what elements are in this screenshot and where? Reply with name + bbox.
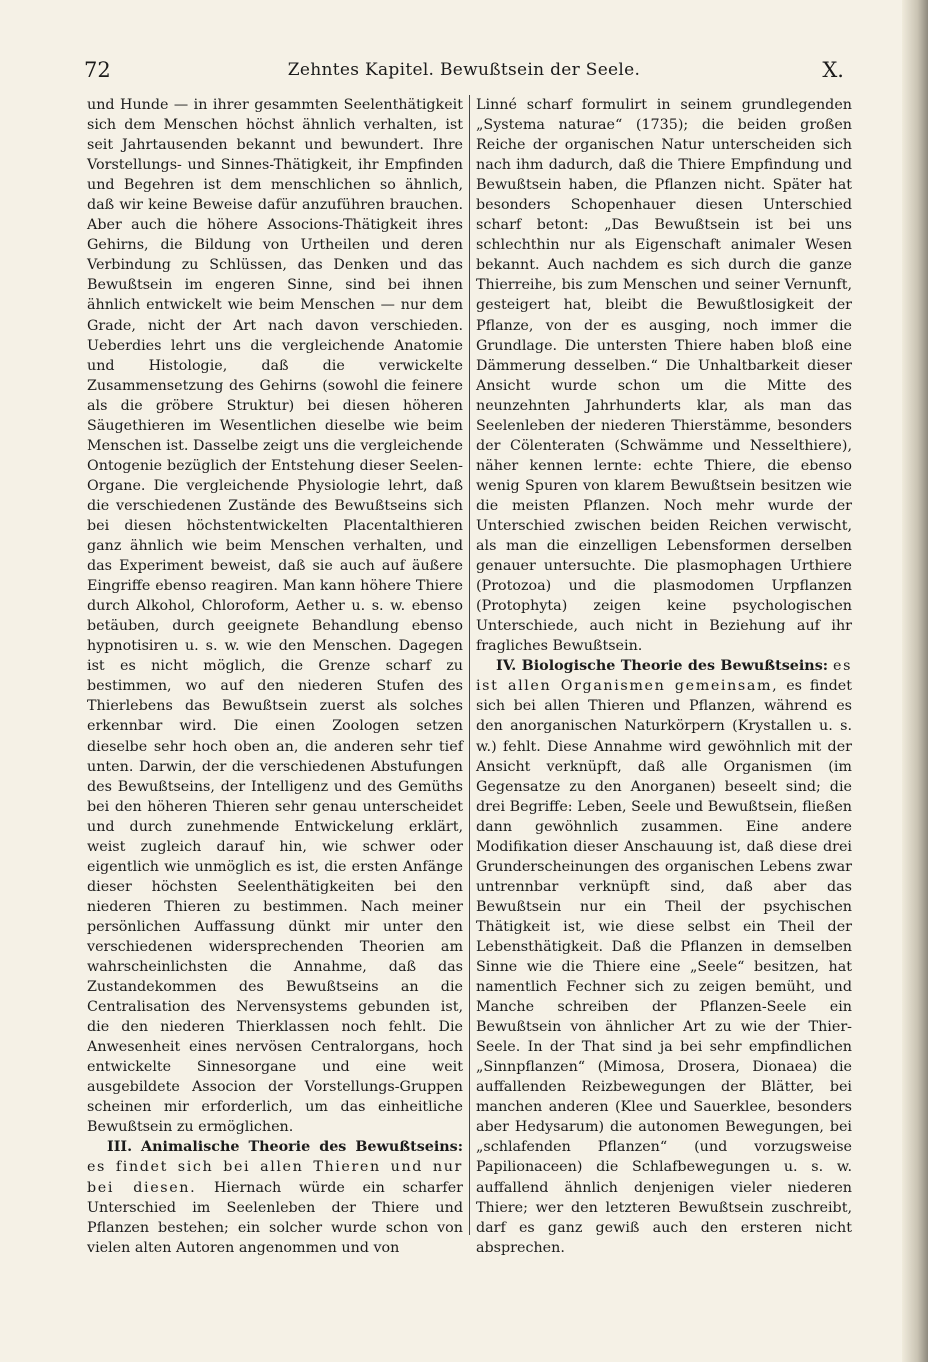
section-heading: IV. Biologische Theorie des Bewußtseins: [496, 658, 829, 675]
section-paragraph [476, 656, 852, 1257]
running-header [84, 58, 844, 88]
column-divider [469, 95, 470, 1235]
section-thesis: es findet sich bei allen Thieren und nur bei diesen. [87, 1159, 463, 1196]
running-title: Zehntes Kapitel. Bewußtsein der Seele. [287, 60, 641, 80]
chapter-number: X. [822, 58, 844, 82]
section-text: Hiernach würde ein scharfer Unterschied im Seelenleben der Thiere und Pflanzen bestehen; ein solcher wurde schon von vielen alten Autoren angenommen und von [87, 1179, 463, 1256]
section-paragraph [87, 1137, 463, 1257]
page-number: 72 [84, 58, 111, 82]
paragraph: Linné scharf formulirt in seinem grundlegenden „Systema naturae“ (1735); die beiden großen Reiche der organischen Natur unterscheiden sich nach ihm dadurch, daß die Thiere Empfindung und Bewußtsein haben, die Pflanzen nicht. Später hat besonders Schopenhauer diesen Unterschied scharf betont: „Das Bewußtsein ist bei uns schlechthin nur als Eigenschaft animaler Wesen bekannt. Auch nachdem es sich durch die ganze Thierreihe, bis zum Menschen und seiner Vernunft, gesteigert hat, bleibt die Bewußtlosigkeit der Pflanze, von der es ausging, noch immer die Grundlage. Die untersten Thiere haben bloß eine Dämmerung desselben.“ Die Unhaltbarkeit dieser Ansicht wurde schon um die Mitte des neunzehnten Jahrhunderts klar, als man das Seelenleben der niederen Thierstämme, besonders der Cölenteraten (Schwämme und Nesselthiere), näher kennen lernte: echte Thiere, die ebenso wenig Spuren von klarem Bewußtsein besitzen wie die meisten Pflanzen. Noch mehr wurde der Unterschied zwischen beiden Reichen verwischt, als man die einzelligen Lebensformen derselben genauer untersuchte. Die plasmophagen Urthiere (Protozoa) und die plasmodomen Urpflanzen (Protophyta) zeigen keine psychologischen Unterschiede, auch nicht in Beziehung auf ihr fragliches Bewußtsein. [476, 97, 852, 655]
paragraph: und Hunde — in ihrer gesammten Seelenthätigkeit sich dem Menschen höchst ähnlich verhalten, ist seit Jahrtausenden bekannt und bewundert. Ihre Vorstellungs- und Sinnes-Thätigkeit, ihr Empfinden und Begehren ist dem menschlichen so ähnlich, daß wir keine Beweise dafür anzuführen brauchen. Aber auch die höhere Associons-Thätigkeit ihres Gehirns, die Bildung von Urtheilen und deren Verbindung zu Schlüssen, das Denken und das Bewußtsein im engeren Sinne, sind bei ihnen ähnlich entwickelt wie beim Menschen — nur dem Grade, nicht der Art nach davon verschieden. Ueberdies lehrt uns die vergleichende Anatomie und Histologie, daß die verwickelte Zusammensetzung des Gehirns (sowohl die feinere als die gröbere Struktur) bei diesen höheren Säugethieren im Wesentlichen dieselbe wie beim Menschen ist. Dasselbe zeigt uns die vergleichende Ontogenie bezüglich der Entstehung dieser Seelen-Organe. Die vergleichende Physiologie lehrt, daß die verschiedenen Zustände des Bewußtseins sich bei diesen höchstentwickelten Placentalthieren ganz ähnlich wie beim Menschen verhalten, und das Experiment beweist, daß sie auch auf äußere Eingriffe ebenso reagiren. Man kann höhere Thiere durch Alkohol, Chloroform, Aether u. s. w. ebenso betäuben, durch geeignete Behandlung ebenso hypnotisiren u. s. w. wie den Menschen. Dagegen ist es nicht möglich, die Grenze scharf zu bestimmen, wo auf den niederen Stufen des Thierlebens das Bewußtsein zuerst als solches erkennbar wird. Die einen Zoologen setzen dieselbe sehr hoch oben an, die anderen sehr tief unten. Darwin, der die verschiedenen Abstufungen des Bewußtseins, der Intelligenz und des Gemüths bei den höheren Thieren sehr genau unterscheidet und durch zunehmende Entwickelung erklärt, weist zugleich darauf hin, wie schwer oder eigentlich wie unmöglich es ist, die ersten Anfänge dieser höchsten Seelenthätigkeiten bei den niederen Thieren zu bestimmen. Nach meiner persönlichen Auffassung dünkt mir unter den verschiedenen widersprechenden Theorien am wahrscheinlichsten die Annahme, daß das Zustandekommen des Bewußtseins an die Centralisation des Nervensystems gebunden ist, die den niederen Thierklassen noch fehlt. Die Anwesenheit eines nervösen Centralorgans, hoch entwickelte Sinnesorgane und eine weit ausgebildete Associon der Vorstellungs-Gruppen scheinen mir erforderlich, um das einheitliche Bewußtsein zu ermöglichen. [87, 97, 463, 1136]
left-column [87, 95, 463, 1256]
section-thesis: es ist allen Organismen gemeinsam, [476, 658, 853, 695]
page-binding-shadow [902, 0, 928, 1362]
section-text: es findet sich bei allen Thieren und Pflanzen, während es den anorganischen Naturkörpern (Krystallen u. s. w.) fehlt. Diese Annahme wird gewöhnlich mit der Ansicht verknüpft, daß alle Organismen (im Gegensatze zu den Anorganen) beseelt sind; die drei Begriffe: Leben, Seele und Bewußtsein, fließen dann gewöhnlich zusammen. Eine andere Modifikation dieser Anschauung ist, daß diese drei Grunderscheinungen des organischen Lebens zwar untrennbar verknüpft sind, daß aber das Bewußtsein nur ein Theil der psychischen Thätigkeit ist, wie diese selbst ein Theil der Lebensthätigkeit. Daß die Pflanzen in demselben Sinne wie die Thiere eine „Seele“ besitzen, hat namentlich Fechner sich zu zeigen bemüht, und Manche schreiben der Pflanzen-Seele ein Bewußtsein von ähnlicher Art zu wie der Thier-Seele. In der That sind ja bei sehr empfindlichen „Sinnpflanzen“ (Mimosa, Drosera, Dionaea) die auffallenden Reizbewegungen der Blätter, bei manchen anderen (Klee und Sauerklee, besonders aber Hedysarum) die autonomen Bewegungen, bei „schlafenden Pflanzen“ (und vorzugsweise Papilionaceen) die Schlafbewegungen u. s. w. auffallend ähnlich denjenigen vieler niederen Thiere; wer den letzteren Bewußtsein zuschreibt, darf es ganz gewiß auch den ersteren nicht absprechen. [476, 678, 852, 1256]
section-heading: III. Animalische Theorie des Bewußtseins: [107, 1139, 463, 1156]
right-column [476, 95, 853, 1256]
